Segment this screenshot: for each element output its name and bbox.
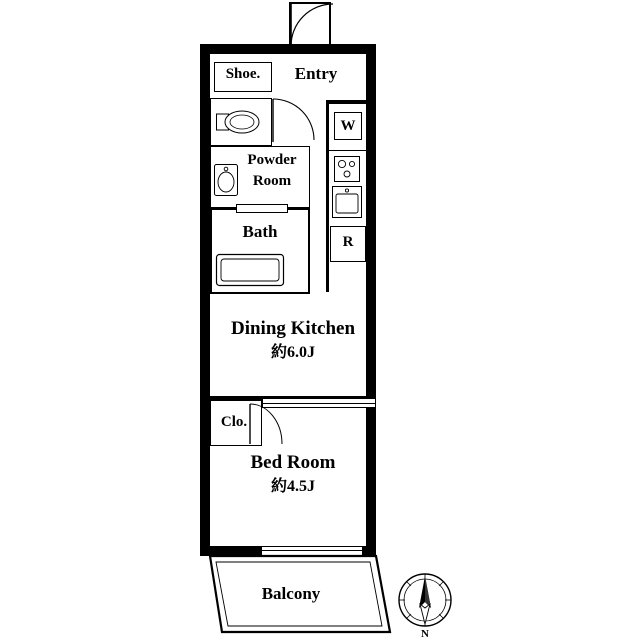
entry-door-swing: [289, 2, 333, 48]
bathtub-fixture: [216, 254, 284, 286]
label-closet: Clo.: [220, 414, 248, 430]
label-bath: Bath: [242, 222, 278, 241]
washer-box: [334, 112, 362, 140]
toilet-door-swing: [272, 98, 314, 144]
bath-door: [236, 204, 288, 213]
label-dining-kitchen: Dining Kitchen: [230, 318, 356, 339]
closet-door-swing: [248, 402, 282, 446]
compass-rose: [392, 568, 458, 638]
svg-text:N: N: [421, 628, 429, 640]
label-balcony: Balcony: [261, 584, 321, 603]
washer-label: W: [340, 117, 356, 134]
kitchen-sink-fixture: [332, 186, 362, 218]
label-powder-room-line2: Room: [252, 173, 292, 189]
bedroom-balcony-door: [262, 546, 362, 556]
label-bed-room-area: 約4.5J: [270, 478, 315, 495]
wall-left: [200, 44, 210, 556]
label-entry: Entry: [294, 64, 338, 83]
kitchen-wall-stub: [326, 220, 329, 292]
label-powder-room-line1: Powder: [247, 152, 297, 168]
stove-fixture: [334, 156, 360, 182]
wall-top: [200, 44, 376, 54]
toilet-fixture: [216, 108, 262, 136]
balcony-door-rail: [262, 550, 362, 551]
label-bed-room: Bed Room: [250, 452, 336, 473]
label-dining-kitchen-area: 約6.0J: [270, 344, 315, 361]
label-shoe: Shoe.: [225, 66, 261, 82]
refrigerator-label: R: [342, 234, 354, 250]
